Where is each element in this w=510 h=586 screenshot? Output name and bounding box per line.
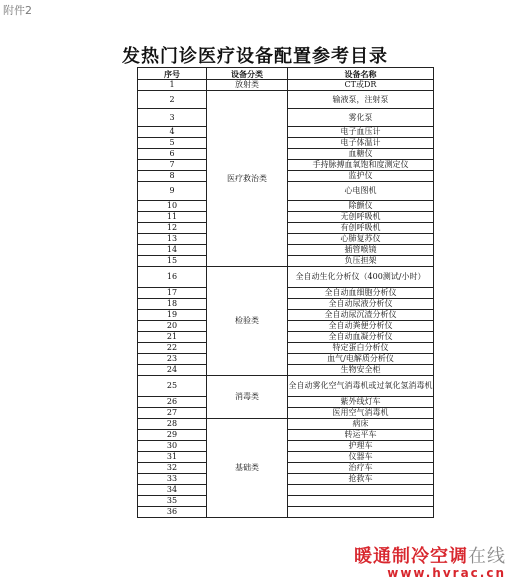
table-row	[138, 267, 434, 288]
row-number: 16	[138, 267, 207, 288]
row-number: 8	[138, 171, 207, 182]
row-number: 28	[138, 419, 207, 430]
row-equipment-name: 插管喉镜	[288, 245, 434, 256]
header-category: 设备分类	[207, 68, 288, 80]
row-equipment-name: CT或DR	[288, 80, 434, 91]
row-category: 消毒类	[207, 376, 288, 419]
row-number: 2	[138, 91, 207, 109]
row-equipment-name: 电子血压计	[288, 127, 434, 138]
row-equipment-name: 全自动尿液分析仪	[288, 299, 434, 310]
row-equipment-name: 雾化泵	[288, 109, 434, 127]
row-number: 29	[138, 430, 207, 441]
row-category: 检验类	[207, 267, 288, 376]
header-name: 设备名称	[288, 68, 434, 80]
row-equipment-name: 全自动雾化空气消毒机或过氧化氢消毒机	[288, 376, 434, 397]
row-number: 23	[138, 354, 207, 365]
row-equipment-name: 抢救车	[288, 474, 434, 485]
row-equipment-name: 电子体温计	[288, 138, 434, 149]
row-equipment-name: 除颤仪	[288, 201, 434, 212]
watermark-logo	[354, 547, 506, 580]
row-equipment-name: 心肺复苏仪	[288, 234, 434, 245]
row-equipment-name: 无创呼吸机	[288, 212, 434, 223]
row-equipment-name: 医用空气消毒机	[288, 408, 434, 419]
watermark-brand: 暖通制冷空调	[354, 546, 468, 568]
attachment-label: 附件2	[3, 4, 32, 17]
row-number: 33	[138, 474, 207, 485]
page-title: 发热门诊医疗设备配置参考目录	[122, 46, 388, 67]
row-equipment-name: 全自动血凝分析仪	[288, 332, 434, 343]
equipment-catalog-table	[137, 67, 434, 518]
row-number: 15	[138, 256, 207, 267]
row-number: 12	[138, 223, 207, 234]
row-equipment-name: 转运平车	[288, 430, 434, 441]
row-number: 11	[138, 212, 207, 223]
row-equipment-name: 全自动粪便分析仪	[288, 321, 434, 332]
row-equipment-name: 心电图机	[288, 182, 434, 201]
row-equipment-name: 特定蛋白分析仪	[288, 343, 434, 354]
row-equipment-name: 生物安全柜	[288, 365, 434, 376]
row-number: 13	[138, 234, 207, 245]
row-equipment-name: 护理车	[288, 441, 434, 452]
row-number: 25	[138, 376, 207, 397]
row-equipment-name: 输液泵，注射泵	[288, 91, 434, 109]
header-no: 序号	[138, 68, 207, 80]
watermark-brand-suffix: 在线	[468, 546, 506, 568]
row-equipment-name: 全自动血细胞分析仪	[288, 288, 434, 299]
row-number: 31	[138, 452, 207, 463]
row-number: 19	[138, 310, 207, 321]
row-number: 7	[138, 160, 207, 171]
row-equipment-name	[288, 485, 434, 496]
row-equipment-name	[288, 496, 434, 507]
row-number: 34	[138, 485, 207, 496]
row-category: 放射类	[207, 80, 288, 91]
row-equipment-name: 监护仪	[288, 171, 434, 182]
table-row	[138, 376, 434, 397]
row-category: 基础类	[207, 419, 288, 518]
row-number: 27	[138, 408, 207, 419]
row-equipment-name: 紫外线灯车	[288, 397, 434, 408]
row-number: 22	[138, 343, 207, 354]
row-number: 17	[138, 288, 207, 299]
row-number: 5	[138, 138, 207, 149]
table-row	[138, 91, 434, 109]
row-number: 30	[138, 441, 207, 452]
row-equipment-name: 血糖仪	[288, 149, 434, 160]
row-number: 18	[138, 299, 207, 310]
row-number: 14	[138, 245, 207, 256]
row-equipment-name: 治疗车	[288, 463, 434, 474]
row-equipment-name: 病床	[288, 419, 434, 430]
row-number: 36	[138, 507, 207, 518]
row-equipment-name: 负压担架	[288, 256, 434, 267]
table-row	[138, 80, 434, 91]
table-header-row	[138, 68, 434, 80]
row-number: 9	[138, 182, 207, 201]
row-number: 32	[138, 463, 207, 474]
table-row	[138, 419, 434, 430]
row-number: 24	[138, 365, 207, 376]
row-category: 医疗救治类	[207, 91, 288, 267]
row-equipment-name: 全自动尿沉渣分析仪	[288, 310, 434, 321]
row-equipment-name: 手持脉搏血氧饱和度测定仪	[288, 160, 434, 171]
row-equipment-name: 仪器车	[288, 452, 434, 463]
row-number: 35	[138, 496, 207, 507]
row-number: 10	[138, 201, 207, 212]
row-number: 3	[138, 109, 207, 127]
watermark-site: www.hvrac.cn	[387, 565, 506, 580]
row-number: 4	[138, 127, 207, 138]
row-number: 21	[138, 332, 207, 343]
row-equipment-name: 有创呼吸机	[288, 223, 434, 234]
row-equipment-name	[288, 507, 434, 518]
row-equipment-name: 血气/电解质分析仪	[288, 354, 434, 365]
row-number: 26	[138, 397, 207, 408]
row-number: 20	[138, 321, 207, 332]
row-equipment-name: 全自动生化分析仪（400测试/小时）	[288, 267, 434, 288]
row-number: 6	[138, 149, 207, 160]
row-number: 1	[138, 80, 207, 91]
